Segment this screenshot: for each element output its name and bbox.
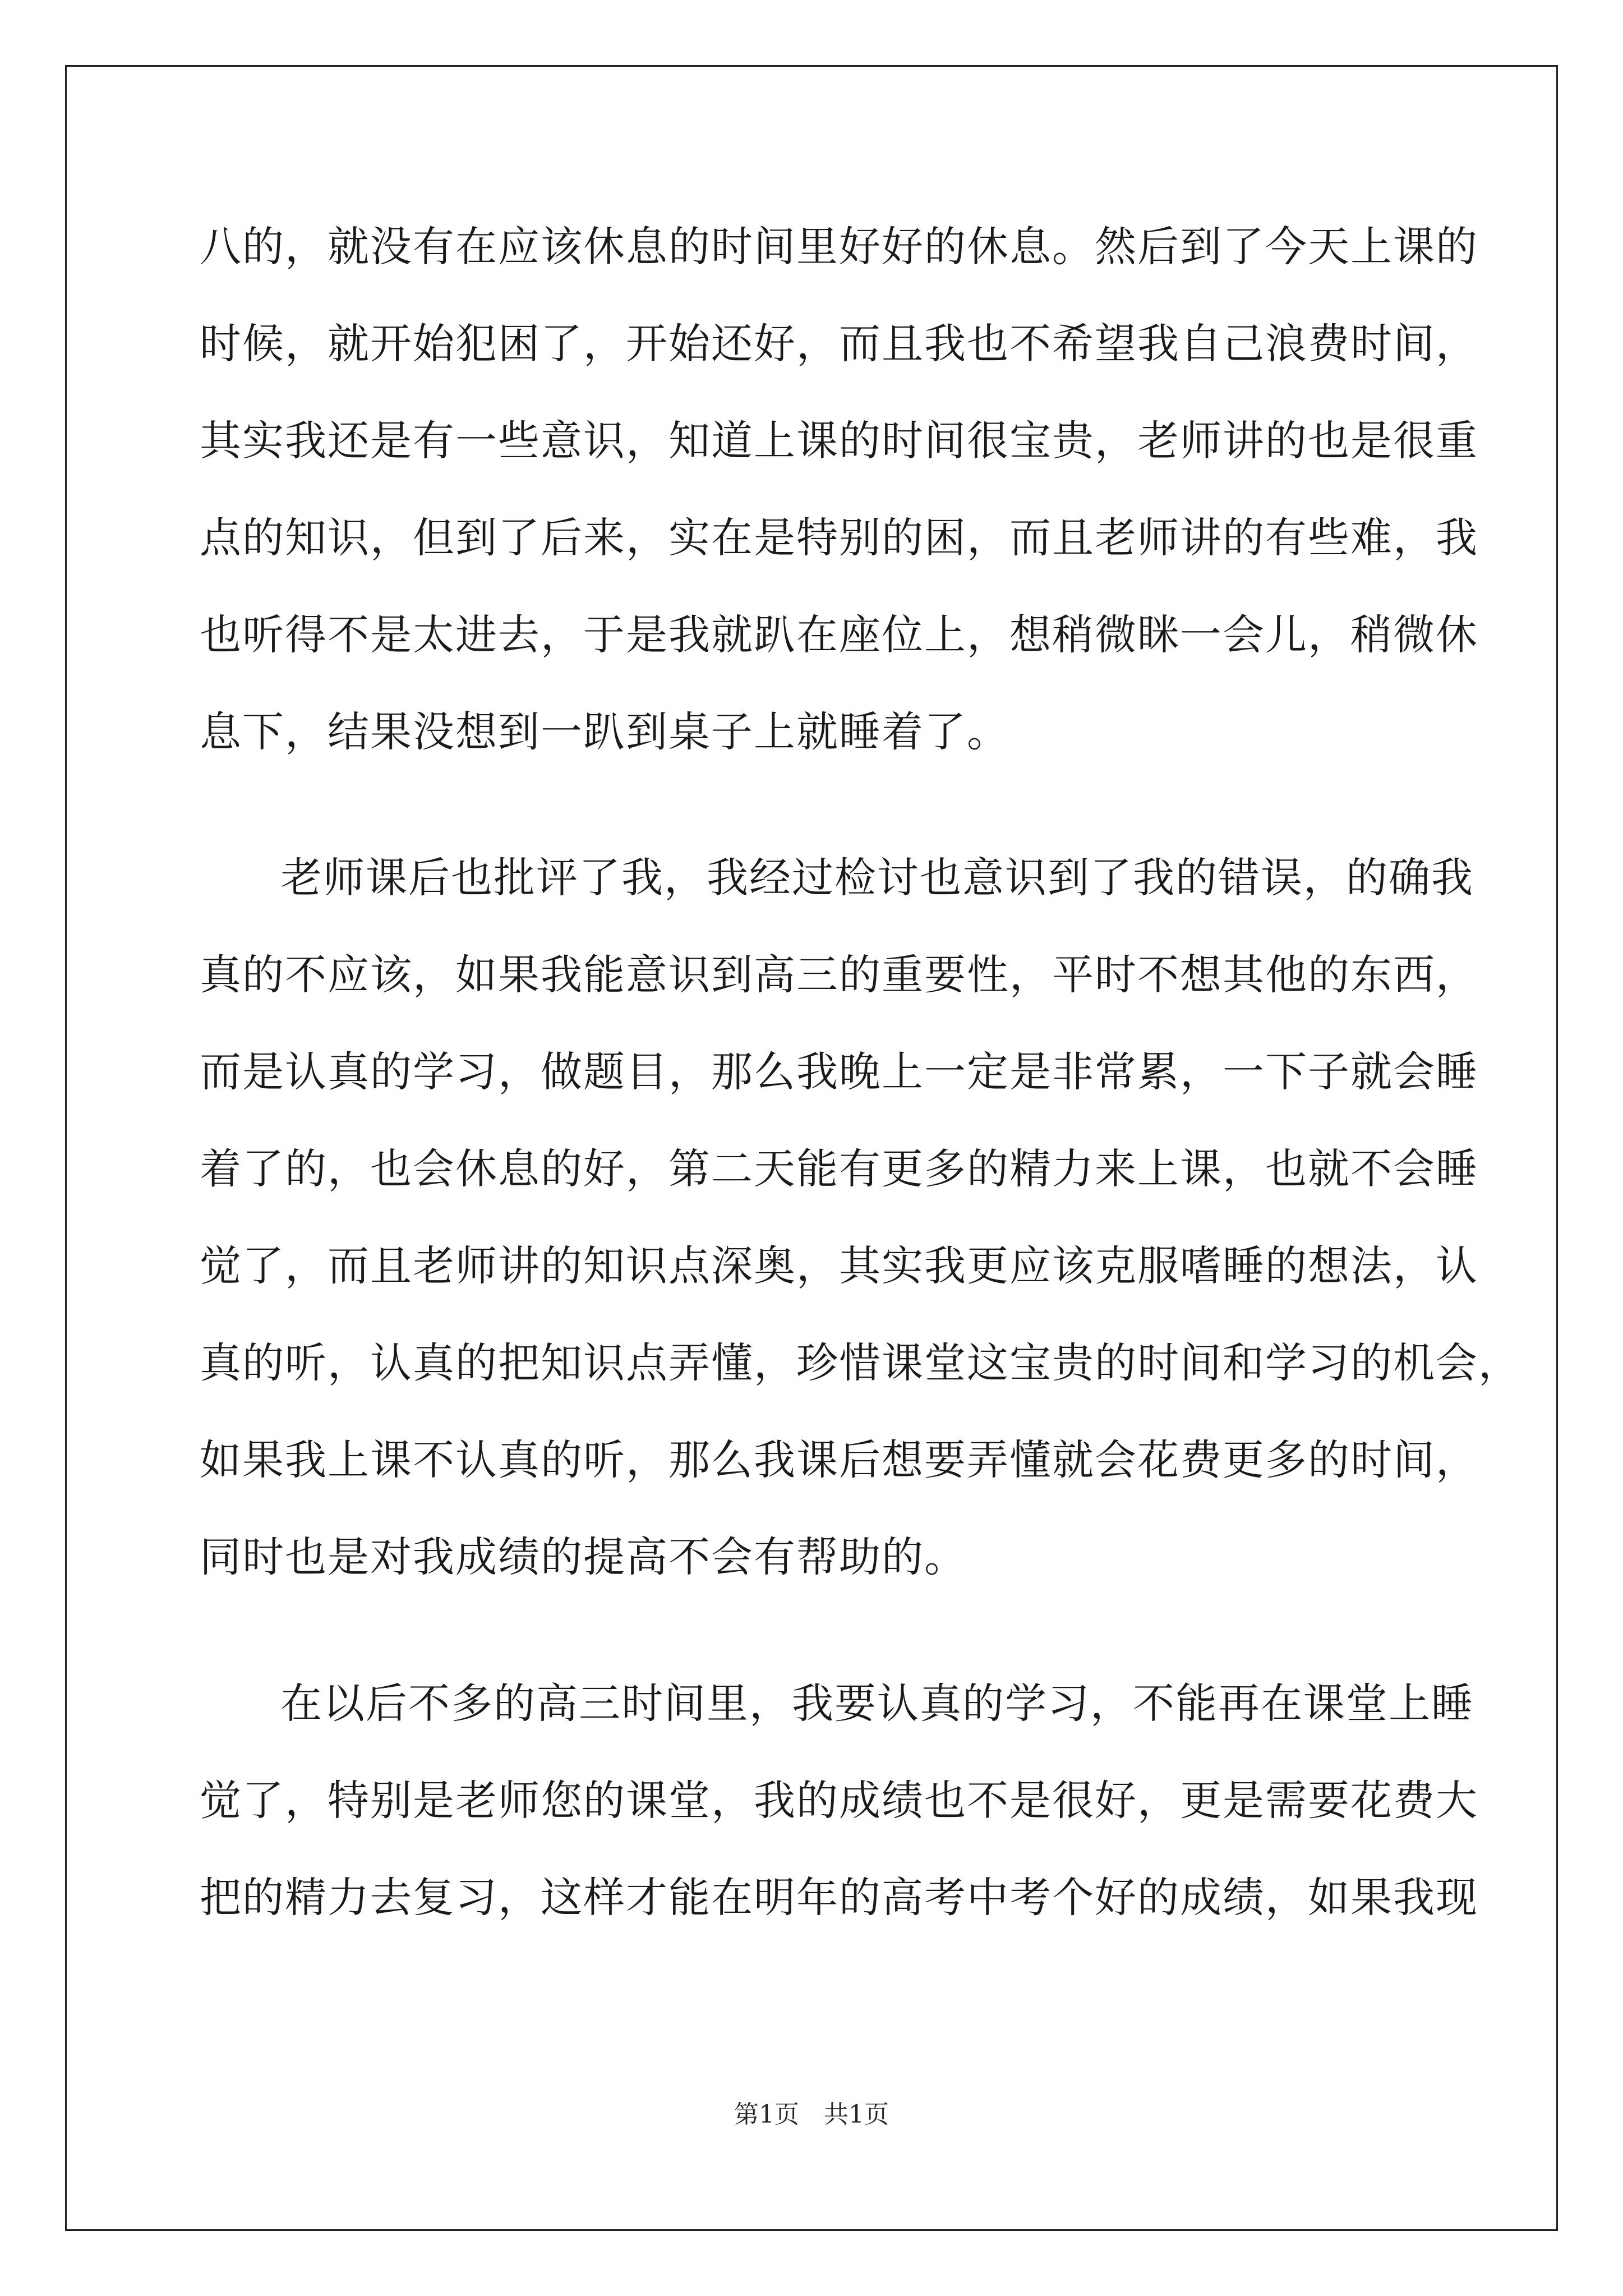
paragraph-first-line: 老师课后也批评了我，我经过检讨也意识到了我的错误，的确我: [280, 854, 1474, 902]
body-line: 真的不应该，如果我能意识到高三的重要性，平时不想其他的东西，: [200, 951, 1478, 999]
body-line: 把的精力去复习，这样才能在明年的高考中考个好的成绩，如果我现: [200, 1874, 1478, 1922]
body-line: 觉了，而且老师讲的知识点深奥，其实我更应该克服嗜睡的想法，认: [200, 1242, 1478, 1290]
body-line: 同时也是对我成绩的提高不会有帮助的。: [200, 1533, 967, 1581]
body-line: 也听得不是太进去，于是我就趴在座位上，想稍微眯一会儿，稍微休: [200, 611, 1478, 659]
body-line: 八的，就没有在应该休息的时间里好好的休息。然后到了今天上课的: [200, 223, 1478, 271]
paragraph-first-line: 在以后不多的高三时间里，我要认真的学习，不能再在课堂上睡: [280, 1680, 1474, 1728]
body-line: 真的听，认真的把知识点弄懂，珍惜课堂这宝贵的时间和学习的机会，: [200, 1339, 1521, 1387]
body-line: 而是认真的学习，做题目，那么我晚上一定是非常累，一下子就会睡: [200, 1048, 1478, 1096]
body-line: 点的知识，但到了后来，实在是特别的困，而且老师讲的有些难，我: [200, 514, 1478, 562]
body-line: 时候，就开始犯困了，开始还好，而且我也不希望我自己浪费时间，: [200, 320, 1478, 368]
body-line: 着了的，也会休息的好，第二天能有更多的精力来上课，也就不会睡: [200, 1145, 1478, 1193]
body-line: 觉了，特别是老师您的课堂，我的成绩也不是很好，更是需要花费大: [200, 1777, 1478, 1825]
body-line: 息下，结果没想到一趴到桌子上就睡着了。: [200, 708, 1009, 756]
page-number: 第1页 共1页: [734, 2100, 889, 2129]
body-line: 其实我还是有一些意识，知道上课的时间很宝贵，老师讲的也是很重: [200, 417, 1478, 465]
body-line: 如果我上课不认真的听，那么我课后想要弄懂就会花费更多的时间，: [200, 1436, 1478, 1484]
